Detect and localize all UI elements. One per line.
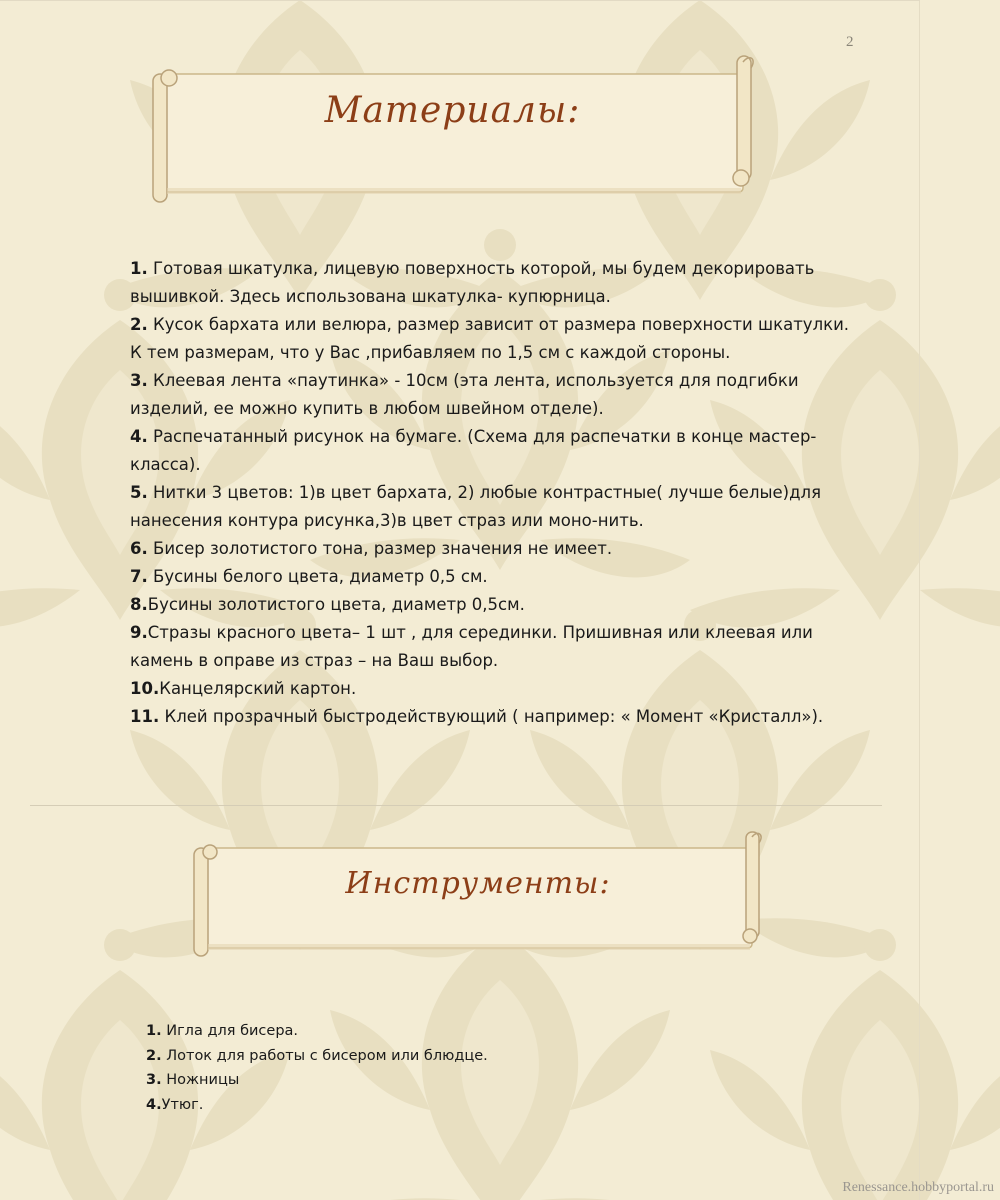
list-item: 2. Кусок бархата или велюра, размер зависит от размера поверхности шкатулки. К тем размерам, что у Вас ,прибавляем по 1,5 см с каждой стороны. xyxy=(130,315,850,362)
list-item: 7. Бусины белого цвета, диаметр 0,5 см. xyxy=(130,567,488,586)
list-item: 1. Готовая шкатулка, лицевую поверхность которой, мы будем декорировать вышивкой. Здесь использована шкатулка- купюрница. xyxy=(130,259,815,306)
list-item: 5. Нитки 3 цветов: 1)в цвет бархата, 2) любые контрастные( лучше белые)для нанесения контура рисунка,3)в цвет страз или моно-нить. xyxy=(130,483,821,530)
tools-list xyxy=(146,1019,646,1117)
section-divider xyxy=(30,805,882,806)
list-item: 8.Бусины золотистого цвета, диаметр 0,5см. xyxy=(130,595,525,614)
page-top-border xyxy=(0,0,920,1)
list-item: 3. Клеевая лента «паутинка» - 10см (эта лента, используется для подгибки изделий, ее можно купить в любом швейном отделе). xyxy=(130,371,799,418)
tools-scroll-banner xyxy=(188,826,768,962)
list-item: 2. Лоток для работы с бисером или блюдце. xyxy=(146,1047,488,1064)
list-item: 4. Распечатанный рисунок на бумаге. (Схема для распечатки в конце мастер-класса). xyxy=(130,427,817,474)
list-item: 9.Стразы красного цвета– 1 шт , для серединки. Пришивная или клеевая или камень в оправе из страз – на Ваш выбор. xyxy=(130,623,813,670)
list-item: 11. Клей прозрачный быстродействующий ( например: « Момент «Кристалл»). xyxy=(130,707,824,726)
page-number: 2 xyxy=(846,34,854,50)
site-watermark: Renessance.hobbyportal.ru xyxy=(842,1180,994,1195)
materials-scroll-banner xyxy=(145,48,760,208)
list-item: 6. Бисер золотистого тона, размер значения не имеет. xyxy=(130,539,613,558)
list-item: 4.Утюг. xyxy=(146,1096,204,1113)
list-item: 3. Ножницы xyxy=(146,1072,240,1088)
list-item: 10.Канцелярский картон. xyxy=(130,679,357,698)
materials-title: Материалы: xyxy=(324,90,581,131)
list-item: 1. Игла для бисера. xyxy=(146,1023,299,1039)
tools-title: Инструменты: xyxy=(345,866,611,901)
materials-list xyxy=(130,255,850,731)
